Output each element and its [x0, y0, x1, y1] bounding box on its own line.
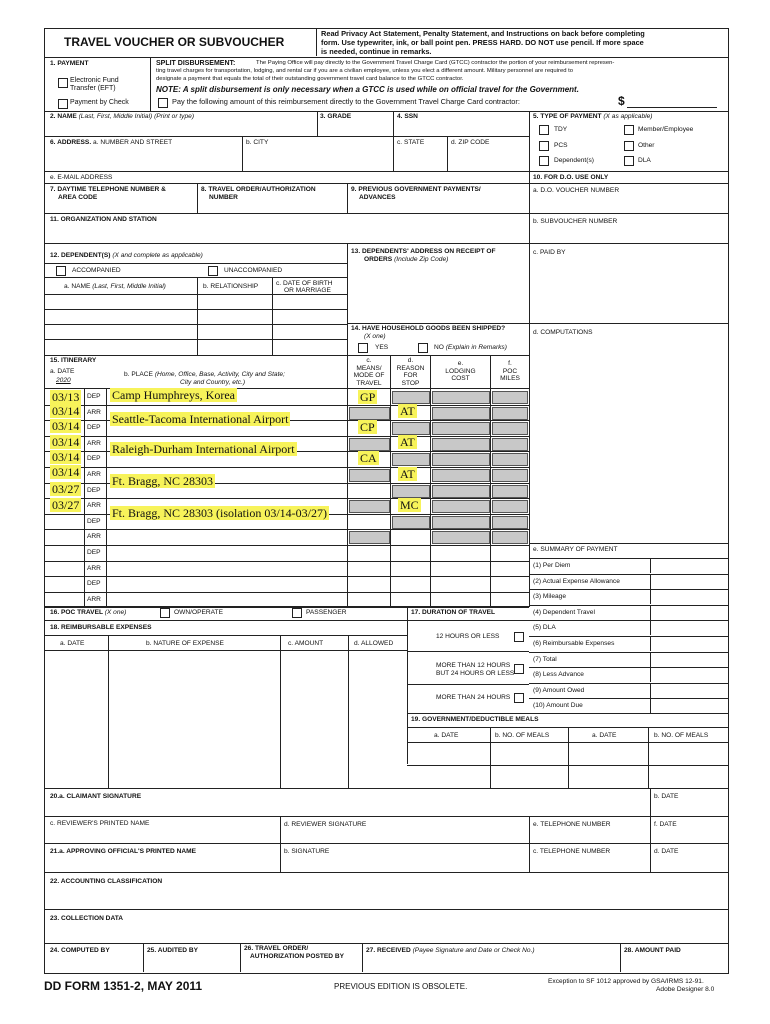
order-posted-label-2: AUTHORIZATION POSTED BY — [250, 953, 345, 960]
means-shaded-cell — [349, 438, 390, 451]
previous-edition-note: PREVIOUS EDITION IS OBSOLETE. — [334, 982, 468, 991]
miles-shaded-cell — [492, 453, 528, 466]
means-header — [348, 357, 390, 387]
poc-label: 16. POC TRAVEL (X one) — [50, 609, 127, 616]
poc-own-checkbox[interactable] — [160, 608, 170, 618]
itin-tag: ARR — [87, 565, 101, 572]
dollar-sign: $ — [618, 94, 625, 108]
accompanied-label: ACCOMPANIED — [72, 267, 121, 274]
itin-place-entry[interactable]: Ft. Bragg, NC 28303 (isolation 03/14-03/27) — [112, 506, 327, 520]
eft-label-1: Electronic Fund — [70, 77, 119, 84]
summary-item: (6) Reimbursable Expenses — [533, 640, 615, 647]
dur-12-24-checkbox[interactable] — [514, 664, 524, 674]
other-checkbox[interactable] — [624, 141, 634, 151]
form-title: TRAVEL VOUCHER OR SUBVOUCHER — [64, 35, 285, 49]
designer-note: Adobe Designer 8.0 — [656, 986, 715, 993]
line — [568, 727, 569, 788]
collection-label: 23. COLLECTION DATA — [50, 915, 124, 922]
itin-tag: DEP — [87, 580, 101, 587]
itin-date-entry[interactable]: 03/13 — [52, 390, 80, 404]
line — [44, 324, 347, 325]
reimb-label: 18. REIMBURSABLE EXPENSES — [50, 624, 152, 631]
miles-shaded-cell — [492, 485, 528, 498]
itin-date-entry[interactable]: 03/14 — [52, 435, 80, 449]
unaccompanied-checkbox[interactable] — [208, 266, 218, 276]
line — [529, 111, 530, 607]
summary-amount-field[interactable] — [650, 636, 728, 651]
itin-date-entry[interactable]: 03/14 — [52, 450, 80, 464]
meals-date-col-2: a. DATE — [592, 732, 617, 739]
split-text-2: ting travel charges for transportation, lodging, and rental car if you are a civilian employee, unless you elect a different amount. Military personnel are required to — [156, 68, 574, 74]
itin-reason-entry[interactable]: AT — [400, 404, 415, 418]
hhg-sub: (X one) — [364, 333, 386, 340]
line — [44, 436, 529, 437]
line — [447, 136, 448, 171]
line — [143, 943, 144, 972]
approving-phone-label: c. TELEPHONE NUMBER — [533, 848, 611, 855]
line — [650, 788, 651, 816]
pcs-label: PCS — [554, 142, 568, 149]
zip-label: d. ZIP CODE — [451, 139, 490, 146]
lodging-shaded-cell — [432, 500, 490, 513]
line — [44, 943, 728, 944]
summary-item: (10) Amount Due — [533, 702, 583, 709]
lodging-header — [431, 360, 490, 383]
meals-no-col-2: b. NO. OF MEALS — [654, 732, 709, 739]
summary-item: (5) DLA — [533, 624, 556, 631]
summary-item: (4) Dependent Travel — [533, 609, 595, 616]
line — [44, 263, 347, 264]
itin-header-line: COST — [451, 375, 470, 383]
line — [150, 57, 151, 111]
line — [390, 355, 391, 607]
line — [393, 136, 394, 171]
miles-shaded-cell — [492, 438, 528, 451]
line — [44, 816, 728, 817]
summary-amount-field[interactable] — [650, 589, 728, 604]
privacy-instructions-1: Read Privacy Act Statement, Penalty Statement, and Instructions on back before completing — [321, 29, 645, 38]
lodging-shaded-cell — [432, 531, 490, 544]
itin-tag: DEP — [87, 518, 101, 525]
line — [529, 543, 728, 544]
reimb-allowed-col: d. ALLOWED — [354, 640, 394, 647]
line — [44, 909, 728, 910]
line — [347, 355, 348, 607]
lodging-shaded-cell — [432, 469, 490, 482]
reason-shaded-cell — [392, 516, 430, 529]
email-label: e. E-MAIL ADDRESS — [50, 174, 113, 181]
dur-12-24-label-2: BUT 24 HOURS OR LESS — [436, 670, 515, 677]
itin-tag: DEP — [87, 549, 101, 556]
itin-date-entry[interactable]: 03/14 — [52, 419, 80, 433]
line — [44, 561, 529, 562]
line — [280, 816, 281, 872]
line — [44, 545, 529, 546]
dur-24-label: MORE THAN 24 HOURS — [436, 694, 511, 701]
means-shaded-cell — [349, 407, 390, 420]
itin-header-line: TRAVEL — [356, 379, 382, 387]
eft-label-2: Transfer (EFT) — [70, 85, 116, 92]
itin-means-entry[interactable]: CP — [360, 420, 375, 434]
payment-label: 1. PAYMENT — [50, 60, 89, 67]
check-label: Payment by Check — [70, 99, 129, 106]
tdy-label: TDY — [554, 126, 568, 133]
paid-by-label: c. PAID BY — [533, 249, 566, 256]
line — [490, 355, 491, 607]
dla-checkbox[interactable] — [624, 156, 634, 166]
miles-shaded-cell — [492, 469, 528, 482]
itin-header-line: f. — [508, 360, 512, 367]
itin-header-line: MILES — [500, 375, 520, 383]
state-label: c. STATE — [397, 139, 425, 146]
phone-label-2: AREA CODE — [58, 194, 98, 201]
itin-header-line: LODGING — [445, 367, 476, 375]
address-label: 6. ADDRESS. a. NUMBER AND STREET — [50, 139, 173, 146]
claimant-signature-label: 20.a. CLAIMANT SIGNATURE — [50, 793, 142, 800]
pay-following-label: Pay the following amount of this reimbursement directly to the Government Travel Charge Card contractor: — [172, 97, 520, 106]
accompanied-checkbox[interactable] — [56, 266, 66, 276]
city-label: b. CITY — [246, 139, 269, 146]
reason-shaded-cell — [392, 391, 430, 404]
do-use-label: 10. FOR D.O. USE ONLY — [533, 174, 609, 181]
itin-tag: ARR — [87, 502, 101, 509]
line — [44, 650, 407, 651]
dep-relationship-col: b. RELATIONSHIP — [203, 283, 259, 290]
itin-tag: DEP — [87, 393, 101, 400]
line — [280, 635, 281, 788]
line — [44, 309, 347, 310]
line — [197, 183, 198, 213]
itin-date-col: a. DATE — [50, 368, 75, 375]
summary-item: (2) Actual Expense Allowance — [533, 578, 620, 585]
line — [407, 713, 728, 714]
itin-date-entry[interactable]: 03/27 — [52, 498, 80, 512]
line — [44, 843, 728, 844]
line — [44, 592, 529, 593]
lodging-shaded-cell — [432, 453, 490, 466]
line — [44, 872, 728, 873]
line — [407, 765, 728, 766]
lodging-shaded-cell — [432, 485, 490, 498]
itin-reason-entry[interactable]: MC — [400, 498, 419, 512]
itin-tag: DEP — [87, 455, 101, 462]
order-number-label-2: NUMBER — [209, 194, 238, 201]
summary-label: e. SUMMARY OF PAYMENT — [533, 546, 618, 553]
itin-tag: ARR — [87, 596, 101, 603]
line — [240, 943, 241, 972]
poc-miles-header — [491, 360, 529, 383]
line — [44, 467, 529, 468]
dependents-section-label: 12. DEPENDENT(S) (X and complete as applicable) — [50, 252, 203, 259]
line — [407, 742, 728, 743]
reimb-nature-col: b. NATURE OF EXPENSE — [146, 640, 224, 647]
line — [272, 277, 273, 355]
line — [44, 788, 728, 789]
itin-tag: ARR — [87, 440, 101, 447]
dla-label: DLA — [638, 157, 651, 164]
line — [407, 651, 529, 652]
summary-amount-field[interactable] — [650, 558, 728, 573]
line — [197, 277, 198, 355]
itin-header-line: REASON — [396, 364, 425, 372]
line — [44, 620, 529, 621]
reimb-date-col: a. DATE — [60, 640, 85, 647]
dur-12-24-label-1: MORE THAN 12 HOURS — [436, 662, 511, 669]
line — [347, 243, 348, 355]
line — [529, 816, 530, 872]
reason-header — [391, 357, 430, 387]
miles-shaded-cell — [492, 407, 528, 420]
privacy-instructions-3: is needed, continue in remarks. — [321, 47, 432, 56]
line — [242, 136, 243, 171]
reason-shaded-cell — [392, 453, 430, 466]
accounting-label: 22. ACCOUNTING CLASSIFICATION — [50, 878, 163, 885]
line — [44, 607, 529, 608]
line — [44, 277, 347, 278]
meals-no-col-1: b. NO. OF MEALS — [495, 732, 550, 739]
line — [529, 213, 728, 214]
lodging-shaded-cell — [432, 422, 490, 435]
line — [362, 943, 363, 972]
summary-amount-field[interactable] — [650, 698, 728, 713]
itin-tag: DEP — [87, 487, 101, 494]
line — [317, 111, 318, 136]
summary-amount-field[interactable] — [650, 620, 728, 635]
poc-passenger-label: PASSENGER — [306, 609, 347, 616]
line — [44, 355, 529, 356]
poc-passenger-checkbox[interactable] — [292, 608, 302, 618]
miles-shaded-cell — [492, 516, 528, 529]
itin-place-entry[interactable]: Ft. Bragg, NC 28303 — [112, 474, 214, 488]
miles-shaded-cell — [492, 422, 528, 435]
check-checkbox[interactable] — [58, 99, 68, 109]
approving-official-label: 21.a. APPROVING OFFICIAL'S PRINTED NAME — [50, 848, 197, 855]
approving-date-label: d. DATE — [654, 848, 679, 855]
line — [44, 339, 347, 340]
order-posted-label-1: 26. TRAVEL ORDER/ — [244, 945, 309, 952]
itin-place-entry[interactable]: Raleigh-Durham International Airport — [112, 442, 295, 456]
line — [347, 183, 348, 213]
itin-date-entry[interactable]: 03/14 — [52, 404, 80, 418]
line — [650, 816, 651, 872]
split-checkbox[interactable] — [158, 98, 168, 108]
line — [430, 355, 431, 607]
hhg-yes-checkbox[interactable] — [358, 343, 368, 353]
do-voucher-label: a. D.O. VOUCHER NUMBER — [533, 187, 620, 194]
itin-reason-entry[interactable]: AT — [400, 467, 415, 481]
reviewer-date-label: f. DATE — [654, 821, 677, 828]
itin-place-entry[interactable]: Seattle-Tacoma International Airport — [112, 412, 289, 426]
line — [44, 57, 728, 58]
line — [44, 498, 529, 499]
itin-place-col-1: b. PLACE (Home, Office, Base, Activity, City and State; — [124, 371, 285, 378]
reimb-amount-col: c. AMOUNT — [288, 640, 324, 647]
itinerary-label: 15. ITINERARY — [50, 357, 97, 364]
line — [347, 323, 728, 324]
hhg-no-label: NO (Explain in Remarks) — [434, 344, 507, 351]
dependents-checkbox[interactable] — [539, 156, 549, 166]
line — [44, 576, 529, 577]
split-amount-field[interactable] — [627, 96, 717, 108]
privacy-instructions-2: form. Use typewriter, ink, or ball point pen. PRESS HARD. DO NOT use pencil. If more space — [321, 38, 644, 47]
dep-dob-col-1: c. DATE OF BIRTH — [276, 280, 333, 287]
lodging-shaded-cell — [432, 438, 490, 451]
summary-amount-field[interactable] — [650, 605, 728, 620]
hhg-no-checkbox[interactable] — [418, 343, 428, 353]
summary-item: (9) Amount Owed — [533, 687, 585, 694]
line — [44, 405, 529, 406]
line — [648, 727, 649, 788]
itin-date-entry[interactable]: 03/14 — [52, 465, 80, 479]
hhg-yes-label: YES — [375, 344, 389, 351]
line — [407, 684, 529, 685]
split-note: NOTE: A split disbursement is only necessary when a GTCC is used while on official travel for the Government. — [156, 85, 579, 94]
means-shaded-cell — [349, 531, 390, 544]
split-text-1: The Paying Office will pay directly to the Government Travel Charge Card (GTCC) contractor the portion of your reimbursement represen- — [256, 60, 615, 66]
meals-label: 19. GOVERNMENT/DEDUCTIBLE MEALS — [411, 716, 539, 723]
audited-by-label: 25. AUDITED BY — [147, 947, 199, 954]
meals-date-col-1: a. DATE — [434, 732, 459, 739]
itin-header-line: e. — [457, 360, 464, 367]
unaccompanied-label: UNACCOMPANIED — [224, 267, 283, 274]
line — [44, 171, 728, 172]
dep-name-col: a. NAME (Last, First, Middle Initial) — [64, 283, 166, 290]
itin-place-col-2: City and Country, etc.) — [180, 379, 246, 386]
line — [44, 243, 728, 244]
line — [348, 635, 349, 788]
reviewer-signature-label: d. REVIEWER SIGNATURE — [284, 821, 367, 828]
dur-12-checkbox[interactable] — [514, 632, 524, 642]
claimant-date-label: b. DATE — [654, 793, 679, 800]
line — [490, 727, 491, 788]
split-text-3: designate a payment that equals the total of their outstanding government travel card balance to the GTCC contractor. — [156, 76, 464, 82]
summary-amount-field[interactable] — [650, 667, 728, 682]
line — [44, 294, 347, 295]
summary-item: (1) Per Diem — [533, 562, 571, 569]
summary-amount-field[interactable] — [650, 683, 728, 698]
itin-header-line: STOP — [401, 379, 420, 387]
itin-date-entry[interactable]: 03/27 — [52, 482, 80, 496]
line — [620, 943, 621, 972]
summary-amount-field[interactable] — [650, 574, 728, 589]
computed-by-label: 24. COMPUTED BY — [50, 947, 110, 954]
line — [44, 136, 529, 137]
line — [108, 635, 109, 788]
exception-note: Exception to SF 1012 approved by GSA/IRMS 12-91. — [548, 978, 704, 985]
itin-place-entry[interactable]: Camp Humphreys, Korea — [112, 388, 235, 402]
member-checkbox[interactable] — [624, 125, 634, 135]
line — [407, 606, 408, 764]
dur-24-checkbox[interactable] — [514, 693, 524, 703]
organization-label: 11. ORGANIZATION AND STATION — [50, 216, 157, 223]
itin-reason-entry[interactable]: AT — [400, 435, 415, 449]
approving-signature-label: b. SIGNATURE — [284, 848, 330, 855]
reason-shaded-cell — [392, 422, 430, 435]
order-number-label-1: 8. TRAVEL ORDER/AUTHORIZATION — [201, 186, 316, 193]
line — [44, 606, 529, 607]
itin-header-line: POC — [502, 367, 518, 375]
line — [44, 635, 407, 636]
summary-item: (7) Total — [533, 656, 557, 663]
reviewer-name-label: c. REVIEWER'S PRINTED NAME — [50, 820, 150, 827]
split-title: SPLIT DISBURSEMENT: — [156, 60, 236, 67]
form-number: DD FORM 1351-2, MAY 2011 — [44, 979, 203, 993]
tdy-checkbox[interactable] — [539, 125, 549, 135]
reviewer-phone-label: e. TELEPHONE NUMBER — [533, 821, 611, 828]
itin-header-line: MODE OF — [353, 372, 385, 380]
eft-checkbox[interactable] — [58, 78, 68, 88]
amount-paid-label: 28. AMOUNT PAID — [624, 947, 681, 954]
itin-tag: ARR — [87, 409, 101, 416]
itin-header-line: MEANS/ — [356, 364, 382, 372]
duration-label: 17. DURATION OF TRAVEL — [411, 609, 496, 616]
computations-label: d. COMPUTATIONS — [533, 329, 593, 336]
summary-item: (3) Mileage — [533, 593, 566, 600]
summary-item: (8) Less Advance — [533, 671, 584, 678]
itin-header-line: c. — [366, 357, 372, 364]
miles-shaded-cell — [492, 391, 528, 404]
itin-header-line: d. — [407, 357, 414, 364]
itin-year: 2020 — [56, 377, 71, 384]
means-shaded-cell — [349, 500, 390, 513]
poc-own-label: OWN/OPERATE — [174, 609, 223, 616]
miles-shaded-cell — [492, 500, 528, 513]
grade-label: 3. GRADE — [320, 113, 352, 120]
line — [44, 183, 728, 184]
lodging-shaded-cell — [432, 516, 490, 529]
member-label: Member/Employee — [638, 126, 694, 133]
dur-12-label: 12 HOURS OR LESS — [436, 633, 500, 640]
reason-shaded-cell — [392, 485, 430, 498]
prev-payments-label-2: ADVANCES — [359, 194, 396, 201]
line — [44, 529, 529, 530]
miles-shaded-cell — [492, 531, 528, 544]
itin-means-entry[interactable]: GP — [360, 390, 376, 404]
other-label: Other — [638, 142, 655, 149]
subvoucher-label: b. SUBVOUCHER NUMBER — [533, 218, 618, 225]
dependents-address-label: 13. DEPENDENTS' ADDRESS ON RECEIPT OF — [351, 248, 496, 255]
dep-dob-col-2: OR MARRIAGE — [284, 287, 331, 294]
itin-tag: ARR — [87, 533, 101, 540]
dependents-label: Dependent(s) — [554, 157, 594, 164]
means-shaded-cell — [349, 469, 390, 482]
line — [44, 213, 529, 214]
itin-means-entry[interactable]: CA — [360, 451, 377, 465]
lodging-shaded-cell — [432, 407, 490, 420]
ssn-label: 4. SSN — [397, 113, 418, 120]
lodging-shaded-cell — [432, 391, 490, 404]
itin-tag: ARR — [87, 471, 101, 478]
line — [44, 111, 728, 112]
prev-payments-label-1: 9. PREVIOUS GOVERNMENT PAYMENTS/ — [351, 186, 481, 193]
payment-type-label: 5. TYPE OF PAYMENT (X as applicable) — [533, 113, 653, 120]
pcs-checkbox[interactable] — [539, 141, 549, 151]
dependents-address-label-2: ORDERS (Include Zip Code) — [364, 256, 449, 263]
hhg-label: 14. HAVE HOUSEHOLD GOODS BEEN SHIPPED? — [351, 325, 506, 332]
itin-header-line: FOR — [403, 372, 418, 380]
summary-amount-field[interactable] — [650, 652, 728, 667]
name-label: 2. NAME (Last, First, Middle Initial) (Print or type) — [50, 113, 195, 120]
line — [393, 111, 394, 136]
itin-tag: DEP — [87, 424, 101, 431]
received-label: 27. RECEIVED (Payee Signature and Date or Check No.) — [366, 947, 535, 954]
phone-label-1: 7. DAYTIME TELEPHONE NUMBER & — [50, 186, 166, 193]
